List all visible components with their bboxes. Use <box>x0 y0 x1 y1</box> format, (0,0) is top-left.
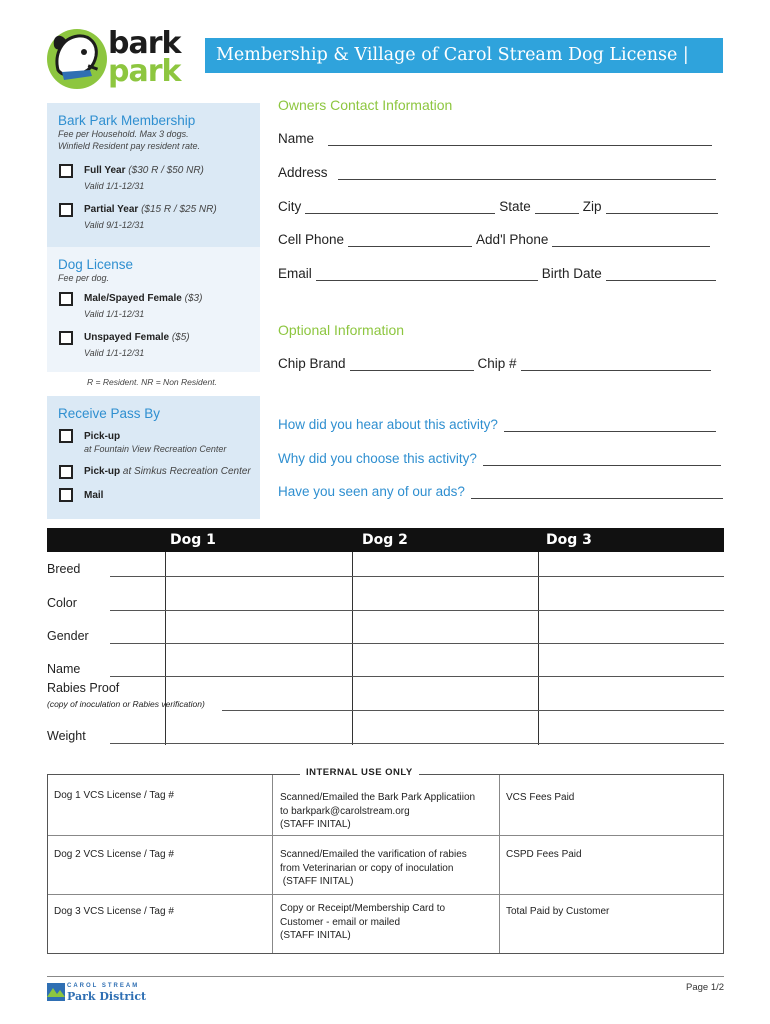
full-year-checkbox[interactable] <box>59 164 73 178</box>
membership-sub2: Winfield Resident pay resident rate. <box>58 141 200 151</box>
male-spayed-checkbox[interactable] <box>59 292 73 306</box>
license-heading: Dog License <box>58 257 134 272</box>
name-input[interactable] <box>328 133 712 146</box>
full-year-price: ($30 R / $50 NR) <box>128 165 204 176</box>
zip-label: Zip <box>582 199 602 214</box>
dog1-tag-label: Dog 1 VCS License / Tag # <box>54 790 174 801</box>
question-hear-label: How did you hear about this activity? <box>278 417 498 432</box>
phone-row <box>278 232 710 247</box>
city-state-zip-row <box>278 199 718 214</box>
page-number: Page 1/2 <box>686 982 725 993</box>
logo-word-bark: bark <box>108 26 181 61</box>
scanned-rabies-cell <box>280 848 467 889</box>
pickup-simkus-sub: at Simkus Recreation Center <box>122 466 251 477</box>
cell-phone-input[interactable] <box>348 234 472 247</box>
internal-divider <box>48 835 723 836</box>
partial-year-checkbox[interactable] <box>59 203 73 217</box>
page-title: Membership & Village of Carol Stream Dog License | <box>205 38 723 73</box>
logo-word-park: park <box>108 54 181 89</box>
scanned-app-cell <box>280 791 475 832</box>
color-input-line[interactable] <box>110 610 724 611</box>
footer-divider <box>47 976 724 977</box>
breed-input-line[interactable] <box>110 576 724 577</box>
receipt-cell <box>280 902 445 943</box>
cspd-fees-label: CSPD Fees Paid <box>506 849 582 860</box>
cell-line: (STAFF INITAL) <box>280 819 351 830</box>
question-hear <box>278 417 716 432</box>
name-field-row <box>278 131 716 146</box>
pickup-fountain-checkbox[interactable] <box>59 429 73 443</box>
full-year-option <box>84 165 204 176</box>
org-top: CAROL STREAM <box>67 983 140 989</box>
total-paid-label: Total Paid by Customer <box>506 906 610 917</box>
birth-date-label: Birth Date <box>541 266 602 281</box>
unspayed-price: ($5) <box>171 332 190 343</box>
pickup-fountain-sub: at Fountain View Recreation Center <box>84 444 227 454</box>
rabies-note: (copy of inoculation or Rabies verification) <box>47 699 205 709</box>
full-year-label: Full Year <box>84 165 126 176</box>
cell-line: from Veterinarian or copy of inoculation <box>280 862 454 874</box>
name-label: Name <box>278 131 315 146</box>
dog-column-divider <box>538 552 539 745</box>
state-label: State <box>499 199 531 214</box>
chip-number-input[interactable] <box>521 358 711 371</box>
question-why <box>278 451 721 466</box>
pickup-simkus-checkbox[interactable] <box>59 465 73 479</box>
chip-number-label: Chip # <box>477 356 517 371</box>
mail-checkbox[interactable] <box>59 488 73 502</box>
pass-heading: Receive Pass By <box>58 406 161 421</box>
mail-label: Mail <box>84 490 104 501</box>
city-label: City <box>278 199 302 214</box>
internal-divider <box>272 775 273 953</box>
dog2-header: Dog 2 <box>362 532 408 548</box>
partial-year-option <box>84 204 217 215</box>
pass-panel <box>47 396 260 519</box>
address-label: Address <box>278 165 328 180</box>
rabies-label: Rabies Proof <box>47 681 120 695</box>
dog-name-input-line[interactable] <box>110 676 724 677</box>
male-spayed-label: Male/Spayed Female <box>84 293 182 304</box>
membership-sub1: Fee per Household. Max 3 dogs. <box>58 129 189 139</box>
question-hear-input[interactable] <box>504 419 716 432</box>
city-input[interactable] <box>305 201 495 214</box>
cell-line: (STAFF INITAL) <box>280 876 354 887</box>
park-district-logo <box>47 983 147 1003</box>
male-spayed-price: ($3) <box>184 293 203 304</box>
zip-input[interactable] <box>606 201 718 214</box>
dog2-tag-label: Dog 2 VCS License / Tag # <box>54 849 174 860</box>
cell-line: Copy or Receipt/Membership Card to <box>280 903 446 914</box>
addl-phone-input[interactable] <box>552 234 710 247</box>
birth-date-input[interactable] <box>606 268 716 281</box>
pickup-simkus-option <box>84 466 251 477</box>
weight-input-line[interactable] <box>110 743 724 744</box>
question-ads <box>278 484 723 499</box>
addl-phone-label: Add'l Phone <box>476 232 549 247</box>
dog-head-icon <box>44 26 110 92</box>
internal-use-box <box>47 774 724 954</box>
internal-use-title: INTERNAL USE ONLY <box>300 767 419 778</box>
org-bottom: Park District <box>67 990 147 1003</box>
partial-year-label: Partial Year <box>84 204 139 215</box>
question-why-label: Why did you choose this activity? <box>278 451 477 466</box>
rabies-input-line[interactable] <box>222 710 724 711</box>
unspayed-label: Unspayed Female <box>84 332 170 343</box>
dog-name-label: Name <box>47 662 81 676</box>
chip-brand-input[interactable] <box>350 358 474 371</box>
dog1-header: Dog 1 <box>170 532 216 548</box>
pickup-simkus-label: Pick-up <box>84 466 121 477</box>
address-field-row <box>278 165 720 180</box>
email-input[interactable] <box>316 268 538 281</box>
cell-line: (STAFF INITAL) <box>280 930 351 941</box>
license-sub: Fee per dog. <box>58 273 110 283</box>
gender-label: Gender <box>47 629 89 643</box>
dog-column-divider <box>165 552 166 745</box>
bark-park-logo <box>44 26 194 92</box>
unspayed-checkbox[interactable] <box>59 331 73 345</box>
question-ads-input[interactable] <box>471 486 723 499</box>
gender-input-line[interactable] <box>110 643 724 644</box>
cell-line: Scanned/Emailed the varification of rabies <box>280 849 467 860</box>
dog3-header: Dog 3 <box>546 532 592 548</box>
weight-label: Weight <box>47 729 86 743</box>
breed-label: Breed <box>47 562 81 576</box>
unspayed-valid: Valid 1/1-12/31 <box>84 348 145 358</box>
license-panel <box>47 247 260 372</box>
question-ads-label: Have you seen any of our ads? <box>278 484 465 499</box>
email-label: Email <box>278 266 312 281</box>
male-spayed-option <box>84 293 202 304</box>
dog-table-header <box>47 528 724 552</box>
male-spayed-valid: Valid 1/1-12/31 <box>84 309 145 319</box>
pickup-fountain-label: Pick-up <box>84 431 121 442</box>
dog-column-divider <box>352 552 353 745</box>
chip-brand-label: Chip Brand <box>278 356 346 371</box>
cell-line: Customer - email or mailed <box>280 916 401 928</box>
membership-heading: Bark Park Membership <box>58 113 196 128</box>
cell-phone-label: Cell Phone <box>278 232 345 247</box>
cell-line: to barkpark@carolstream.org <box>280 805 410 817</box>
address-input[interactable] <box>338 167 716 180</box>
state-input[interactable] <box>535 201 579 214</box>
internal-divider <box>48 894 723 895</box>
cell-line: Scanned/Emailed the Bark Park Applicatiion <box>280 792 476 803</box>
full-year-valid: Valid 1/1-12/31 <box>84 181 145 191</box>
owners-heading: Owners Contact Information <box>278 97 453 113</box>
partial-year-valid: Valid 9/1-12/31 <box>84 220 145 230</box>
internal-divider <box>499 775 500 953</box>
question-why-input[interactable] <box>483 453 721 466</box>
resident-note: R = Resident. NR = Non Resident. <box>87 377 217 387</box>
dog3-tag-label: Dog 3 VCS License / Tag # <box>54 906 174 917</box>
chip-row <box>278 356 711 371</box>
color-label: Color <box>47 596 77 610</box>
park-district-icon <box>47 983 65 1001</box>
unspayed-option <box>84 332 190 343</box>
email-birth-row <box>278 266 716 281</box>
optional-heading: Optional Information <box>278 322 405 338</box>
vcs-fees-label: VCS Fees Paid <box>506 792 575 803</box>
partial-year-price: ($15 R / $25 NR) <box>141 204 217 215</box>
